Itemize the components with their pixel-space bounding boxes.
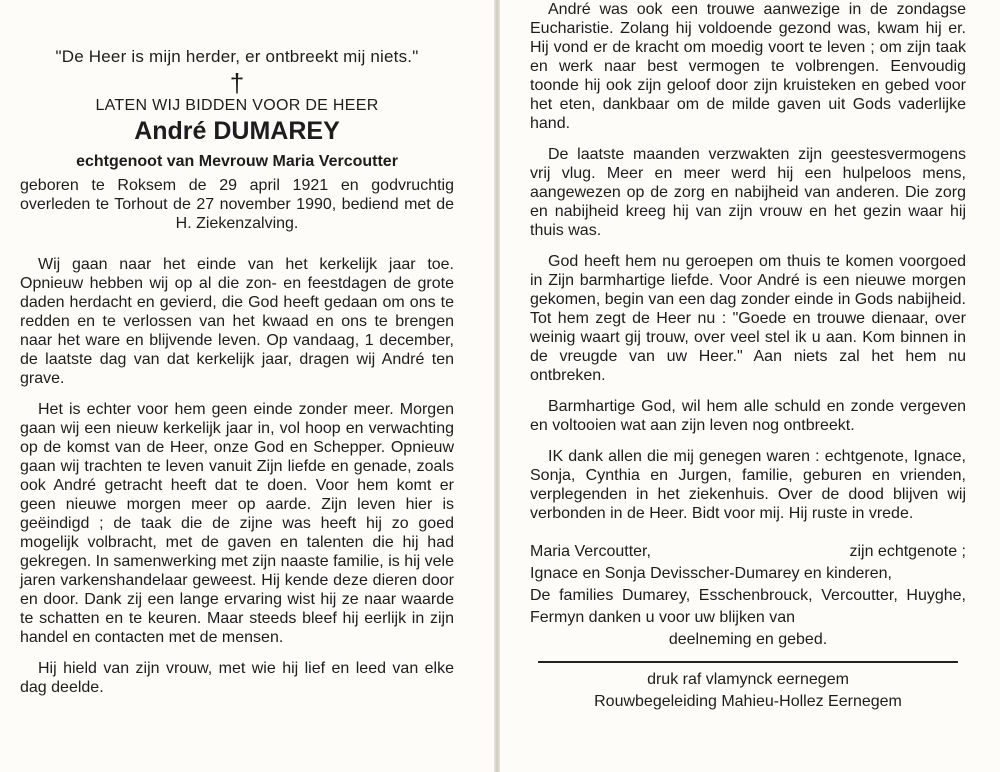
paragraph: Hij hield van zijn vrouw, met wie hij lief en leed van elke dag deelde. xyxy=(20,660,454,696)
deceased-name: André DUMAREY xyxy=(134,117,340,145)
printer-credit: druk raf vlamynck eernegem xyxy=(647,671,849,688)
signature-block xyxy=(530,541,966,651)
spouse-line: echtgenoot van Mevrouw Maria Vercoutter xyxy=(76,153,398,170)
funeral-director-credit: Rouwbegeleiding Mahieu-Hollez Eernegem xyxy=(594,693,902,710)
cross-icon: † xyxy=(229,68,245,98)
birth-death-details: geboren te Roksem de 29 april 1921 en godvruchtig overleden te Torhout de 27 november 1990, bediend met de H. Ziekenzalving. xyxy=(20,177,454,232)
spouse-name: Maria Vercoutter, xyxy=(530,543,651,560)
paragraph: Het is echter voor hem geen einde zonder meer. Morgen gaan wij een nieuw kerkelijk jaar in, vol hoop en verwachting op de komst van de Heer, onze God en Schepper. Opnieuw gaan wij trachten te leven vanuit Zijn liefde en genade, zoals ook André getracht heeft dat te doen. Voor hem komt er geen nieuwe morgen meer op aarde. Zijn leven hier is geëindigd ; de taak die de zijne was heeft hij zo goed mogelijk volbracht, met de gaven en talenten die hij had gekregen. In samenwerking met zijn naaste familie, is hij vele jaren varkenshandelaar geweest. Hij kende deze dieren door en door. Dank zij een lange ervaring wist hij ze naar waarde te schatten en te keuren. Maar steeds bleef hij eerlijk in zijn handel en contacten met de mensen. xyxy=(20,401,454,646)
paragraph: Barmhartige God, wil hem alle schuld en zonde vergeven en voltooien wat aan zijn leven nog ontbreekt. xyxy=(530,398,966,434)
right-page xyxy=(500,0,1000,772)
paragraph: André was ook een trouwe aanwezige in de zondagse Eucharistie. Zolang hij voldoende gezond was, kwam hij er. Hij vond er de kracht om moedig voort te leven ; om zijn taak en werk naar best vermogen te volbrengen. Eenvoudig toonde hij ook zijn geloof door zijn kruisteken en gebed voor het eten, dankbaar om de milde gaven uit Gods vaderlijke hand. xyxy=(530,1,966,132)
left-body-text xyxy=(20,255,454,697)
divider xyxy=(538,661,958,663)
paragraph: De laatste maanden verzwakten zijn geestesvermogens vrij vlug. Meer en meer werd hij een hulpeloos mens, aangewezen op de zorg en nabijheid van anderen. Die zorg en nabijheid kreeg hij van zijn vrouw en het gezin waar hij thuis was. xyxy=(530,146,966,239)
left-page-content xyxy=(20,46,454,709)
prayer-heading: LATEN WIJ BIDDEN VOOR DE HEER xyxy=(95,97,379,114)
children-signature: Ignace en Sonja Devisscher-Dumarey en kinderen, xyxy=(530,565,892,582)
paragraph: Wij gaan naar het einde van het kerkelijk jaar toe. Opnieuw hebben wij op al die zon- en feestdagen de grote daden herdacht en gevierd, die God heeft gedaan om ons te redden en te verlossen van het kwaad en ons te brengen naar het ware en blijvende leven. Op vandaag, 1 december, de laatste dag van dat kerkelijk jaar, dragen wij André ten grave. xyxy=(20,256,454,387)
spouse-role: zijn echtgenote ; xyxy=(849,543,966,560)
families-signature-end: deelneming en gebed. xyxy=(668,631,828,648)
psalm-quote: "De Heer is mijn herder, er ontbreekt mij niets." xyxy=(55,47,419,66)
left-page xyxy=(0,0,494,772)
families-signature: De families Dumarey, Esschenbrouck, Vercoutter, Huyghe, Fermyn danken u voor uw blijken van xyxy=(530,587,966,626)
paragraph: God heeft hem nu geroepen om thuis te komen voorgoed in Zijn barmhartige liefde. Voor André is een nieuwe morgen gekomen, begin van een dag zonder einde in Gods nabijheid. Tot hem zegt de Heer nu : "Goede en trouwe dienaar, over weinig waart gij trouw, over veel stel ik u aan. Kom binnen in de vreugde van uw Heer." Aan niets zal het hem nu ontbreken. xyxy=(530,253,966,384)
paragraph: IK dank allen die mij genegen waren : echtgenote, Ignace, Sonja, Cynthia en Jurgen, familie, geburen en vrienden, verplegenden in het ziekenhuis. Over de dood blijven wij verbonden in de Heer. Bidt voor mij. Hij ruste in vrede. xyxy=(530,448,966,522)
right-page-content xyxy=(530,0,966,713)
spouse-signature xyxy=(530,541,966,563)
